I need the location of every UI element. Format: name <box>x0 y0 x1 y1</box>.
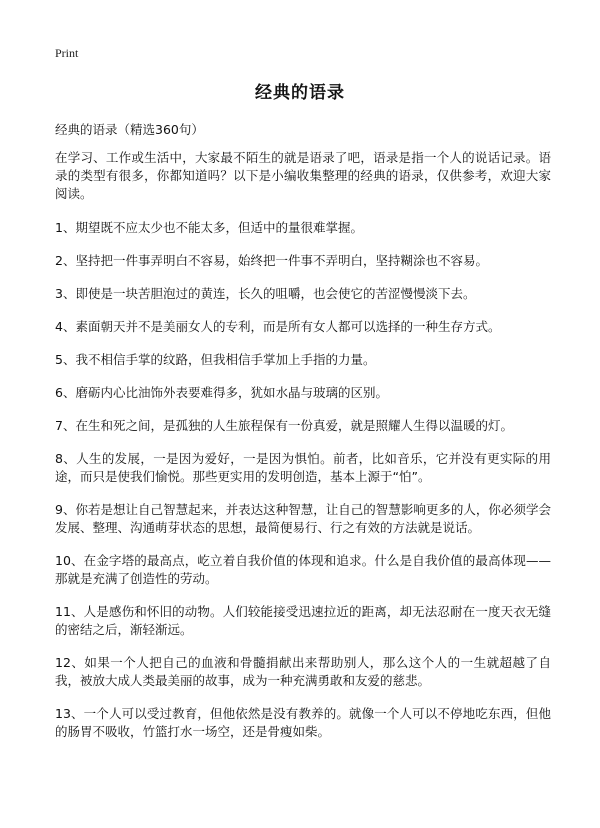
quote-paragraph: 7、在生和死之间，是孤独的人生旅程保有一份真爱，就是照耀人生得以温暖的灯。 <box>55 418 513 433</box>
quote-paragraph: 11、人是感伤和怀旧的动物。人们较能接受迅速拉近的距离，却无法忍耐在一度天衣无缝的密结之后，渐轻渐远。 <box>55 604 551 637</box>
quote-paragraph: 13、一个人可以受过教育，但他依然是没有教养的。就像一个人可以不停地吃东西，但他的肠胃不吸收，竹篮打水一场空，还是骨瘦如柴。 <box>55 706 551 739</box>
quote-paragraph: 2、坚持把一件事弄明白不容易，始终把一件事不弄明白，坚持糊涂也不容易。 <box>55 253 488 268</box>
quote-paragraph: 4、素面朝天并不是美丽女人的专利，而是所有女人都可以选择的一种生存方式。 <box>55 319 501 334</box>
print-link[interactable]: Print <box>55 46 79 60</box>
page-subtitle: 经典的语录（精选360句） <box>55 122 204 137</box>
quote-paragraph: 1、期望既不应太少也不能太多，但适中的量很难掌握。 <box>55 220 363 235</box>
quote-paragraph: 6、磨砺内心比油饰外表要难得多，犹如水晶与玻璃的区别。 <box>55 385 388 400</box>
quote-paragraph: 3、即使是一块苦胆泡过的黄连，长久的咀嚼，也会使它的苦涩慢慢淡下去。 <box>55 286 476 301</box>
article-body <box>55 149 551 756</box>
quote-paragraph: 12、如果一个人把自己的血液和骨髓捐献出来帮助别人，那么这个人的一生就超越了自我，被放大成人类最美丽的故事，成为一种充满勇敢和友爱的慈悲。 <box>55 655 551 688</box>
intro-paragraph: 在学习、工作或生活中，大家最不陌生的就是语录了吧，语录是指一个人的说话记录。语录的类型有很多，你都知道吗？以下是小编收集整理的经典的语录，仅供参考，欢迎大家阅读。 <box>55 150 551 201</box>
quote-paragraph: 9、你若是想让自己智慧起来，并表达这种智慧，让自己的智慧影响更多的人，你必须学会发展、整理、沟通萌芽状态的思想，最简便易行、行之有效的方法就是说话。 <box>55 502 551 535</box>
page-title: 经典的语录 <box>255 83 345 103</box>
quote-paragraph: 10、在金字塔的最高点，屹立着自我价值的体现和追求。什么是自我价值的最高体现——那就是充满了创造性的劳动。 <box>55 553 551 586</box>
quote-paragraph: 5、我不相信手掌的纹路，但我相信手掌加上手指的力量。 <box>55 352 376 367</box>
quote-paragraph: 8、人生的发展，一是因为爱好，一是因为惧怕。前者，比如音乐，它并没有更实际的用途，而只是使我们愉悦。那些更实用的发明创造，基本上源于“怕”。 <box>55 451 551 484</box>
